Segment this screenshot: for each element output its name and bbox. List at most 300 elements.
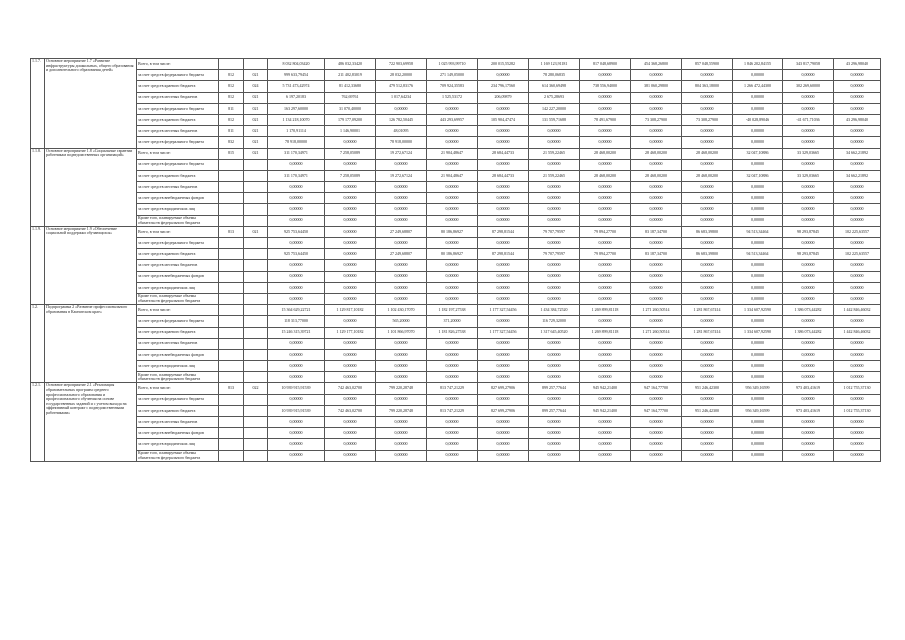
- table-row: [31, 238, 881, 249]
- amount-cell: 1 129 817,10182: [325, 305, 376, 316]
- amount-cell: 565,20000: [376, 316, 427, 327]
- amount-cell: 33 329,03665: [783, 148, 834, 159]
- amount-cell: 0,00000: [783, 282, 834, 293]
- amount-cell: 0,00000: [268, 204, 325, 215]
- amount-cell: 0,00000: [631, 293, 682, 304]
- amount-cell: 0,00000: [529, 282, 580, 293]
- funding-source: за счет средств федерального бюджета: [137, 316, 219, 327]
- amount-cell: 956 349,16599: [733, 405, 783, 416]
- amount-cell: 945 942,21400: [580, 405, 631, 416]
- amount-cell: 0,00000: [783, 260, 834, 271]
- amount-cell: 0,00000: [631, 182, 682, 193]
- grbs-code: [219, 193, 244, 204]
- amount-cell: 32 047,10886: [733, 148, 783, 159]
- grbs-code: [219, 405, 244, 416]
- amount-cell: 947 164,77700: [631, 405, 682, 416]
- amount-cell: 0,00000: [478, 159, 529, 170]
- amount-cell: 0,00000: [834, 126, 881, 137]
- table-row: [31, 170, 881, 181]
- funding-source: Всего, в том числе:: [137, 226, 219, 237]
- amount-cell: 0,00000: [834, 282, 881, 293]
- amount-cell: 0,00000: [376, 193, 427, 204]
- section-code: [244, 249, 268, 260]
- amount-cell: 0,00000: [376, 271, 427, 282]
- amount-cell: 0,00000: [478, 70, 529, 81]
- amount-cell: 116 729,32000: [529, 316, 580, 327]
- amount-cell: 0,00000: [376, 439, 427, 450]
- amount-cell: 0,00000: [478, 260, 529, 271]
- grbs-code: 813: [219, 383, 244, 394]
- amount-cell: 0,00000: [733, 372, 783, 383]
- amount-cell: 0,00000: [631, 428, 682, 439]
- amount-cell: 33 329,03665: [783, 170, 834, 181]
- amount-cell: 28 684,44733: [478, 148, 529, 159]
- amount-cell: 0,00000: [478, 349, 529, 360]
- amount-cell: 0,00000: [733, 182, 783, 193]
- funding-source: за счет средств краевого бюджета: [137, 249, 219, 260]
- section-code: [244, 271, 268, 282]
- amount-cell: 813 747,21229: [427, 383, 478, 394]
- amount-cell: 10 939 915,91539: [268, 383, 325, 394]
- amount-cell: 0,00000: [268, 159, 325, 170]
- amount-cell: 1 146,90001: [325, 126, 376, 137]
- grbs-code: [219, 204, 244, 215]
- amount-cell: 0,00000: [580, 450, 631, 461]
- amount-cell: 0,00000: [325, 394, 376, 405]
- measure-code: 1.1.8.: [31, 148, 45, 226]
- amount-cell: 311 170,34971: [268, 148, 325, 159]
- amount-cell: 0,00000: [682, 316, 733, 327]
- amount-cell: 1 182 197,27538: [427, 305, 478, 316]
- table-row: [31, 249, 881, 260]
- amount-cell: 0,00000: [325, 249, 376, 260]
- amount-cell: 0,00000: [834, 349, 881, 360]
- funding-source: за счет средств юридических лиц: [137, 439, 219, 450]
- amount-cell: 0,00000: [834, 70, 881, 81]
- grbs-code: 811: [219, 126, 244, 137]
- amount-cell: 0,00000: [268, 361, 325, 372]
- funding-source: за счет средств местных бюджетов: [137, 126, 219, 137]
- amount-cell: 0,00000: [478, 450, 529, 461]
- amount-cell: 0,00000: [834, 215, 881, 226]
- amount-cell: 0,00000: [427, 394, 478, 405]
- amount-cell: 0,00000: [376, 103, 427, 114]
- amount-cell: 0,00000: [427, 204, 478, 215]
- section-code: [244, 361, 268, 372]
- amount-cell: 0,00000: [631, 159, 682, 170]
- amount-cell: 0,00000: [268, 372, 325, 383]
- amount-cell: 486 032,33420: [325, 59, 376, 70]
- amount-cell: 98 293,87845: [783, 249, 834, 260]
- amount-cell: 925 753,64450: [268, 226, 325, 237]
- amount-cell: 0,00000: [478, 193, 529, 204]
- amount-cell: 79 894,27700: [580, 226, 631, 237]
- grbs-code: 815: [219, 148, 244, 159]
- amount-cell: 0,00000: [376, 372, 427, 383]
- amount-cell: 0,00000: [325, 260, 376, 271]
- measure-code: 1.2.: [31, 305, 45, 383]
- grbs-code: [219, 305, 244, 316]
- amount-cell: 0,00000: [834, 372, 881, 383]
- amount-cell: 0,00000: [580, 126, 631, 137]
- amount-cell: 0,00000: [834, 316, 881, 327]
- amount-cell: 1 317 645,40520: [529, 327, 580, 338]
- amount-cell: 311 170,34971: [268, 170, 325, 181]
- amount-cell: 0,00000: [631, 450, 682, 461]
- section-code: 024: [244, 81, 268, 92]
- amount-cell: 0,00000: [834, 394, 881, 405]
- table-row: [31, 204, 881, 215]
- amount-cell: 1 442 846,46032: [834, 305, 881, 316]
- amount-cell: 0,00000: [478, 428, 529, 439]
- amount-cell: 0,00000: [733, 159, 783, 170]
- amount-cell: 0,00000: [733, 137, 783, 148]
- amount-cell: 1 281 867,67414: [682, 327, 733, 338]
- table-row: [31, 405, 881, 416]
- amount-cell: 0,00000: [427, 338, 478, 349]
- amount-cell: 2 675,28693: [529, 92, 580, 103]
- amount-cell: 0,00000: [682, 282, 733, 293]
- amount-cell: 0,00000: [427, 193, 478, 204]
- amount-cell: 0,00000: [783, 103, 834, 114]
- amount-cell: 34 662,21892: [834, 170, 881, 181]
- amount-cell: 0,00000: [631, 417, 682, 428]
- funding-source: за счет средств краевого бюджета: [137, 81, 219, 92]
- amount-cell: 0,00000: [325, 450, 376, 461]
- amount-cell: 0,00000: [631, 92, 682, 103]
- amount-cell: 0,00000: [529, 137, 580, 148]
- amount-cell: 371,20000: [427, 316, 478, 327]
- funding-source: Всего, в том числе:: [137, 383, 219, 394]
- amount-cell: 0,00000: [733, 70, 783, 81]
- amount-cell: 0,00000: [783, 394, 834, 405]
- amount-cell: 73 308,27900: [682, 114, 733, 125]
- amount-cell: 0,00000: [682, 439, 733, 450]
- table-row: [31, 439, 881, 450]
- amount-cell: 0,00000: [682, 126, 733, 137]
- grbs-code: [219, 238, 244, 249]
- amount-cell: 0,00000: [834, 293, 881, 304]
- amount-cell: 0,00000: [733, 193, 783, 204]
- amount-cell: 0,00000: [529, 372, 580, 383]
- amount-cell: 945 942,21400: [580, 383, 631, 394]
- amount-cell: 0,00000: [834, 137, 881, 148]
- grbs-code: [219, 271, 244, 282]
- table-row: [31, 271, 881, 282]
- funding-source: за счет средств внебюджетных фондов: [137, 349, 219, 360]
- amount-cell: 0,00000: [733, 271, 783, 282]
- amount-cell: 0,00000: [733, 338, 783, 349]
- amount-cell: 0,00000: [783, 417, 834, 428]
- table-row: [31, 383, 881, 394]
- amount-cell: 15 364 629,22721: [268, 305, 325, 316]
- amount-cell: 0,00000: [631, 193, 682, 204]
- budget-table: [30, 58, 881, 462]
- amount-cell: 0,00000: [682, 271, 733, 282]
- amount-cell: 0,00000: [325, 372, 376, 383]
- amount-cell: 0,00000: [427, 439, 478, 450]
- amount-cell: 0,00000: [325, 417, 376, 428]
- funding-source: за счет средств краевого бюджета: [137, 114, 219, 125]
- amount-cell: 0,00000: [427, 450, 478, 461]
- amount-cell: 43 296,98040: [834, 59, 881, 70]
- amount-cell: 0,00000: [478, 316, 529, 327]
- grbs-code: [219, 215, 244, 226]
- amount-cell: 0,00000: [478, 394, 529, 405]
- table-row: [31, 394, 881, 405]
- amount-cell: 102 225,63557: [834, 249, 881, 260]
- grbs-code: [219, 349, 244, 360]
- funding-source: за счет средств краевого бюджета: [137, 170, 219, 181]
- amount-cell: 1 102 430,17070: [376, 305, 427, 316]
- amount-cell: 0,00000: [834, 260, 881, 271]
- measure-name: Основное мероприятие 2.1 «Реализация образовательных программ среднего профессионального образования и профессионального обучения на основе государственных заданий и с учетом выхода на эффективный контракт с подведомственными работниками»: [45, 383, 137, 461]
- amount-cell: 1 101 866,97070: [376, 327, 427, 338]
- amount-cell: 0,00000: [427, 372, 478, 383]
- amount-cell: 5 731 473,42974: [268, 81, 325, 92]
- amount-cell: 0,00000: [376, 428, 427, 439]
- amount-cell: 0,00000: [427, 126, 478, 137]
- amount-cell: 21 559,22465: [529, 148, 580, 159]
- amount-cell: 0,00000: [834, 81, 881, 92]
- amount-cell: 0,00000: [783, 70, 834, 81]
- amount-cell: 126 782,50445: [376, 114, 427, 125]
- amount-cell: 0,00000: [580, 271, 631, 282]
- section-code: [244, 417, 268, 428]
- amount-cell: 0,00000: [682, 193, 733, 204]
- amount-cell: 0,00000: [325, 238, 376, 249]
- amount-cell: 0,00000: [268, 439, 325, 450]
- amount-cell: 0,00000: [427, 137, 478, 148]
- funding-source: за счет средств федерального бюджета: [137, 137, 219, 148]
- amount-cell: 0,00000: [631, 271, 682, 282]
- amount-cell: 925 753,64450: [268, 249, 325, 260]
- amount-cell: 0,00000: [427, 271, 478, 282]
- amount-cell: 0,00000: [834, 92, 881, 103]
- amount-cell: 105 904,47474: [478, 114, 529, 125]
- amount-cell: 0,00000: [268, 349, 325, 360]
- grbs-code: 812: [219, 81, 244, 92]
- amount-cell: 73 308,27900: [631, 114, 682, 125]
- amount-cell: 28 684,44733: [478, 170, 529, 181]
- amount-cell: 83 187,34700: [631, 226, 682, 237]
- amount-cell: 0,00000: [580, 428, 631, 439]
- amount-cell: 0,00000: [529, 260, 580, 271]
- amount-cell: 0,00000: [733, 450, 783, 461]
- measure-code: 1.1.9.: [31, 226, 45, 304]
- grbs-code: [219, 417, 244, 428]
- amount-cell: 163 297,60000: [268, 103, 325, 114]
- amount-cell: 722 903,69958: [376, 59, 427, 70]
- amount-cell: 28 468,00200: [631, 170, 682, 181]
- amount-cell: 0,00000: [834, 193, 881, 204]
- amount-cell: 0,00000: [733, 215, 783, 226]
- amount-cell: 0,00000: [580, 238, 631, 249]
- amount-cell: 10 939 915,91539: [268, 405, 325, 416]
- table-row: [31, 293, 881, 304]
- amount-cell: 7 258,05089: [325, 170, 376, 181]
- grbs-code: [219, 159, 244, 170]
- section-code: [244, 450, 268, 461]
- amount-cell: 211 402,83019: [325, 70, 376, 81]
- grbs-code: [219, 293, 244, 304]
- amount-cell: 1 525,53172: [427, 92, 478, 103]
- amount-cell: 0,00000: [834, 238, 881, 249]
- grbs-code: [219, 372, 244, 383]
- amount-cell: 0,00000: [733, 428, 783, 439]
- measure-name: Основное мероприятие 1.7 «Развитие инфраструктуры дошкольных, общего образования и дополнительного образования детей»: [45, 59, 137, 149]
- amount-cell: 79 894,27700: [580, 249, 631, 260]
- amount-cell: 0,00000: [834, 439, 881, 450]
- measure-code: 1.1.7.: [31, 59, 45, 149]
- amount-cell: 827 699,27906: [478, 405, 529, 416]
- amount-cell: 0,00000: [580, 193, 631, 204]
- table-row: [31, 417, 881, 428]
- amount-cell: 0,00000: [783, 215, 834, 226]
- amount-cell: 0,00000: [631, 439, 682, 450]
- amount-cell: 0,00000: [427, 215, 478, 226]
- amount-cell: 48,01095: [376, 126, 427, 137]
- amount-cell: 0,00000: [682, 182, 733, 193]
- amount-cell: 0,00000: [733, 260, 783, 271]
- amount-cell: 0,00000: [682, 338, 733, 349]
- amount-cell: 0,00000: [325, 159, 376, 170]
- amount-cell: 32 047,10886: [733, 170, 783, 181]
- amount-cell: 0,00000: [631, 316, 682, 327]
- amount-cell: 0,00000: [783, 238, 834, 249]
- amount-cell: 0,00000: [631, 215, 682, 226]
- amount-cell: 0,00000: [834, 103, 881, 114]
- funding-source: за счет средств юридических лиц: [137, 282, 219, 293]
- amount-cell: 951 246,42300: [682, 405, 733, 416]
- table-row: [31, 126, 881, 137]
- amount-cell: 19 272,67124: [376, 148, 427, 159]
- table-row: [31, 316, 881, 327]
- funding-source: Кроме того, планируемые объемы обязательств федерального бюджета: [137, 372, 219, 383]
- amount-cell: 0,00000: [529, 204, 580, 215]
- section-code: [244, 293, 268, 304]
- amount-cell: 1 271 260,50514: [631, 327, 682, 338]
- amount-cell: 0,00000: [529, 428, 580, 439]
- amount-cell: 43 296,98040: [834, 114, 881, 125]
- amount-cell: 0,00000: [783, 372, 834, 383]
- table-row: [31, 428, 881, 439]
- amount-cell: 0,00000: [478, 293, 529, 304]
- amount-cell: 1 134 218,10070: [268, 114, 325, 125]
- amount-cell: 0,00000: [427, 238, 478, 249]
- amount-cell: 86 683,39800: [682, 226, 733, 237]
- amount-cell: -41 671,71036: [783, 114, 834, 125]
- section-code: [244, 238, 268, 249]
- amount-cell: 709 924,35583: [427, 81, 478, 92]
- amount-cell: 1 269 899,81118: [580, 305, 631, 316]
- table-row: [31, 215, 881, 226]
- table-row: [31, 114, 881, 125]
- section-code: 021: [244, 114, 268, 125]
- measure-name: Основное мероприятие 1.8 «Социальные гарантии работникам подведомственных организаций»: [45, 148, 137, 226]
- amount-cell: 0,00000: [631, 70, 682, 81]
- amount-cell: 21 904,48647: [427, 148, 478, 159]
- table-row: [31, 305, 881, 316]
- amount-cell: 86 683,39800: [682, 249, 733, 260]
- amount-cell: 87 298,81544: [478, 249, 529, 260]
- amount-cell: 0,00000: [478, 204, 529, 215]
- amount-cell: 381 060,29800: [631, 81, 682, 92]
- funding-source: за счет средств внебюджетных фондов: [137, 193, 219, 204]
- table-row: [31, 137, 881, 148]
- amount-cell: 0,00000: [834, 338, 881, 349]
- grbs-code: [219, 59, 244, 70]
- amount-cell: 0,00000: [631, 103, 682, 114]
- grbs-code: 812: [219, 92, 244, 103]
- section-code: 021: [244, 103, 268, 114]
- amount-cell: 0,00000: [834, 271, 881, 282]
- section-code: [244, 215, 268, 226]
- amount-cell: 78 491,67900: [580, 114, 631, 125]
- amount-cell: 1 177 327,54456: [478, 327, 529, 338]
- amount-cell: 0,00000: [427, 417, 478, 428]
- budget-table-body: [31, 59, 881, 462]
- amount-cell: 0,00000: [268, 338, 325, 349]
- amount-cell: 0,00000: [631, 394, 682, 405]
- amount-cell: 0,00000: [478, 238, 529, 249]
- amount-cell: 87 298,81544: [478, 226, 529, 237]
- amount-cell: 0,00000: [325, 271, 376, 282]
- funding-source: Кроме того, планируемые объемы обязательств федерального бюджета: [137, 215, 219, 226]
- amount-cell: 0,00000: [580, 103, 631, 114]
- amount-cell: 0,00000: [783, 316, 834, 327]
- amount-cell: 28 032,20000: [376, 70, 427, 81]
- amount-cell: 94 513,34464: [733, 226, 783, 237]
- amount-cell: 479 512,83176: [376, 81, 427, 92]
- section-code: [244, 260, 268, 271]
- amount-cell: 0,00000: [682, 361, 733, 372]
- amount-cell: 0,00000: [478, 137, 529, 148]
- amount-cell: 1 386 073,44282: [783, 305, 834, 316]
- grbs-code: 812: [219, 70, 244, 81]
- amount-cell: 0,00000: [733, 238, 783, 249]
- amount-cell: 0,00000: [376, 260, 427, 271]
- amount-cell: 78 918,00000: [268, 137, 325, 148]
- amount-cell: 1 434 384,72520: [529, 305, 580, 316]
- grbs-code: [219, 316, 244, 327]
- amount-cell: 98 293,87845: [783, 226, 834, 237]
- amount-cell: 0,00000: [783, 126, 834, 137]
- amount-cell: 1 177 327,54456: [478, 305, 529, 316]
- amount-cell: 947 164,77700: [631, 383, 682, 394]
- amount-cell: 0,00000: [427, 159, 478, 170]
- amount-cell: 28 468,00200: [682, 148, 733, 159]
- amount-cell: 0,00000: [783, 439, 834, 450]
- section-code: [244, 59, 268, 70]
- amount-cell: 343 817,79058: [783, 59, 834, 70]
- amount-cell: 0,00000: [529, 349, 580, 360]
- measure-name: Подпрограмма 2 «Развитие профессионального образования в Камчатском крае»: [45, 305, 137, 383]
- amount-cell: 0,00000: [580, 182, 631, 193]
- amount-cell: 0,00000: [376, 182, 427, 193]
- amount-cell: 0,00000: [376, 215, 427, 226]
- amount-cell: 0,00000: [733, 204, 783, 215]
- amount-cell: 0,00000: [580, 316, 631, 327]
- amount-cell: 899 257,77644: [529, 405, 580, 416]
- amount-cell: 0,00000: [325, 428, 376, 439]
- amount-cell: 83 187,34700: [631, 249, 682, 260]
- amount-cell: 0,00000: [733, 417, 783, 428]
- section-code: 021: [244, 92, 268, 103]
- grbs-code: [219, 394, 244, 405]
- amount-cell: 0,00000: [268, 193, 325, 204]
- amount-cell: 0,00000: [478, 439, 529, 450]
